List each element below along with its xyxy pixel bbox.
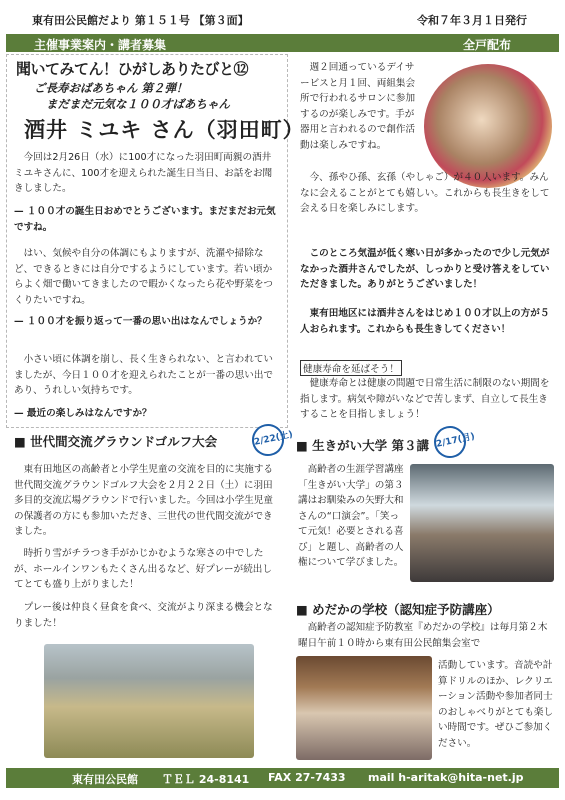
answer-2: 小さい頃に体調を崩し、長く生きられない、と言われていましたが、今日１００才を迎えられたことが一番の思い出であり、うれしい気持ちです。 — [14, 354, 274, 396]
footer-name: 東有田公民館 — [72, 773, 138, 786]
footer-tel: ＴＥＬ 24-8141 — [162, 773, 250, 786]
medaka-text-1: 高齢者の認知症予防教室『めだかの学校』は毎月第２木曜日午前１０時から東有田公民館集会室で — [298, 622, 548, 649]
section-band — [6, 34, 559, 52]
band-distribution: 全戸配布 — [462, 38, 511, 52]
groundgolf-para-3: プレー後は仲良く昼食を食べ、交流がより深まる機会となりました！ — [14, 602, 273, 629]
centenarian-note: 東有田地区には酒井さんをはじめ１００才以上の方が５人おられます。これからも長生きしてください！ — [300, 308, 550, 335]
groundgolf-photo — [44, 644, 254, 758]
page-header — [8, 10, 557, 32]
groundgolf-para-2: 時折り雪がチラつき手がかじかむような寒さの中でしたが、ホールインワンもたくさん出るなど、好プレーが続出してとても盛り上がりました！ — [14, 548, 272, 590]
ikigai-text: 高齢者の生涯学習講座「生きがい大学」の第３講はお馴染みの矢野大和さんの“口演会”。「笑って元気！必要とされる喜び」と題し、高齢者の人権について学びました。 — [298, 464, 404, 568]
ikigai-photo — [410, 464, 554, 582]
interviewee-name: 酒井 ミユキ さん（羽田町） — [24, 118, 305, 142]
answer-1: はい、気候や自分の体調にもよりますが、洗濯や掃除など、できるときには自分でするようにしています。若い頃からよく畑で働いてきましたので暇かくなったら花や野菜をつくりたいですね。 — [14, 248, 274, 306]
footer-mail: mail h-aritak@hita-net.jp — [368, 771, 524, 784]
article-subtitle-2: まだまだ元気な１００才ばあちゃん — [46, 97, 230, 111]
medaka-photo — [296, 656, 432, 760]
question-1: — １００才の誕生日おめでとうございます。まだまだお元気ですね。 — [14, 206, 276, 233]
footer-band — [6, 768, 559, 788]
article-title: 聞いてみてん！ひがしありたびと⑫ — [16, 60, 249, 78]
question-2: — １００才を振り返って一番の思い出はなんでしょうか？ — [14, 316, 267, 327]
right-intro-1: 週２回通っているデイサービスと月１回、両組集会所で行われるサロンに参加するのが楽しみです。手が器用と言われるので創作活動は楽しみですね。 — [300, 62, 416, 151]
groundgolf-date-badge: 2/22(土) — [249, 421, 287, 459]
health-box-label: 健康寿命を延ばそう！ — [300, 360, 402, 376]
health-box-text: 健康寿命とは健康の問題で日常生活に制限のない期間を指します。病気や障がいなどで苦しまず、自立して長生きすることを目指しましょう！ — [300, 378, 550, 420]
right-intro-2: 今、孫やひ孫、玄孫（やしゃご）が４０人います。みんなに会えることがとても嬉しい。これからも長生きをして会える日を楽しみにします。 — [300, 172, 550, 214]
question-3: — 最近の楽しみはなんですか？ — [14, 408, 152, 419]
closing-note: このところ気温が低く寒い日が多かったので少し元気がなかった酒井さんでしたが、しっかりと受け答えをしていただきました。ありがとうございました！ — [300, 248, 550, 290]
intro-paragraph: 今回は2月26日（水）に100才になった羽田町両親の酒井ミユキさんに、100才を迎えられた誕生日当日、お話をお聞きしました。 — [14, 152, 273, 194]
groundgolf-para-1: 東有田地区の高齢者と小学生児童の交流を目的に実施する世代間交流グラウンドゴルフ大会を２月２２日（土）に羽田多目的交流広場グラウンドで行いました。今回は小学生児童の保護者の方にも参加いただき、三世代の世代間交流ができました。 — [14, 464, 274, 537]
groundgolf-heading: ■ 世代間交流グラウンドゴルフ大会 — [14, 434, 218, 449]
issue-info: 東有田公民館だより 第１５１号 【第３面】 — [32, 14, 249, 27]
medaka-text-2: 活動しています。音読や計算ドリルのほか、レクリエーション活動や参加者同士のおしゃべりがとても楽しい時間です。ぜひご参加ください。 — [438, 660, 554, 749]
ikigai-heading: ■ 生きがい大学 第３講 — [296, 438, 430, 453]
article-subtitle-1: ご長寿おばあちゃん 第２弾！ — [34, 81, 188, 95]
band-title: 主催事業案内・講者募集 — [34, 38, 167, 52]
issue-date: 令和７年３月１日発行 — [417, 14, 527, 27]
medaka-heading: ■ めだかの学校（認知症予防講座） — [296, 602, 500, 617]
footer-fax: FAX 27-7433 — [268, 771, 346, 784]
ikigai-date-badge: 2/17(月) — [431, 423, 469, 461]
